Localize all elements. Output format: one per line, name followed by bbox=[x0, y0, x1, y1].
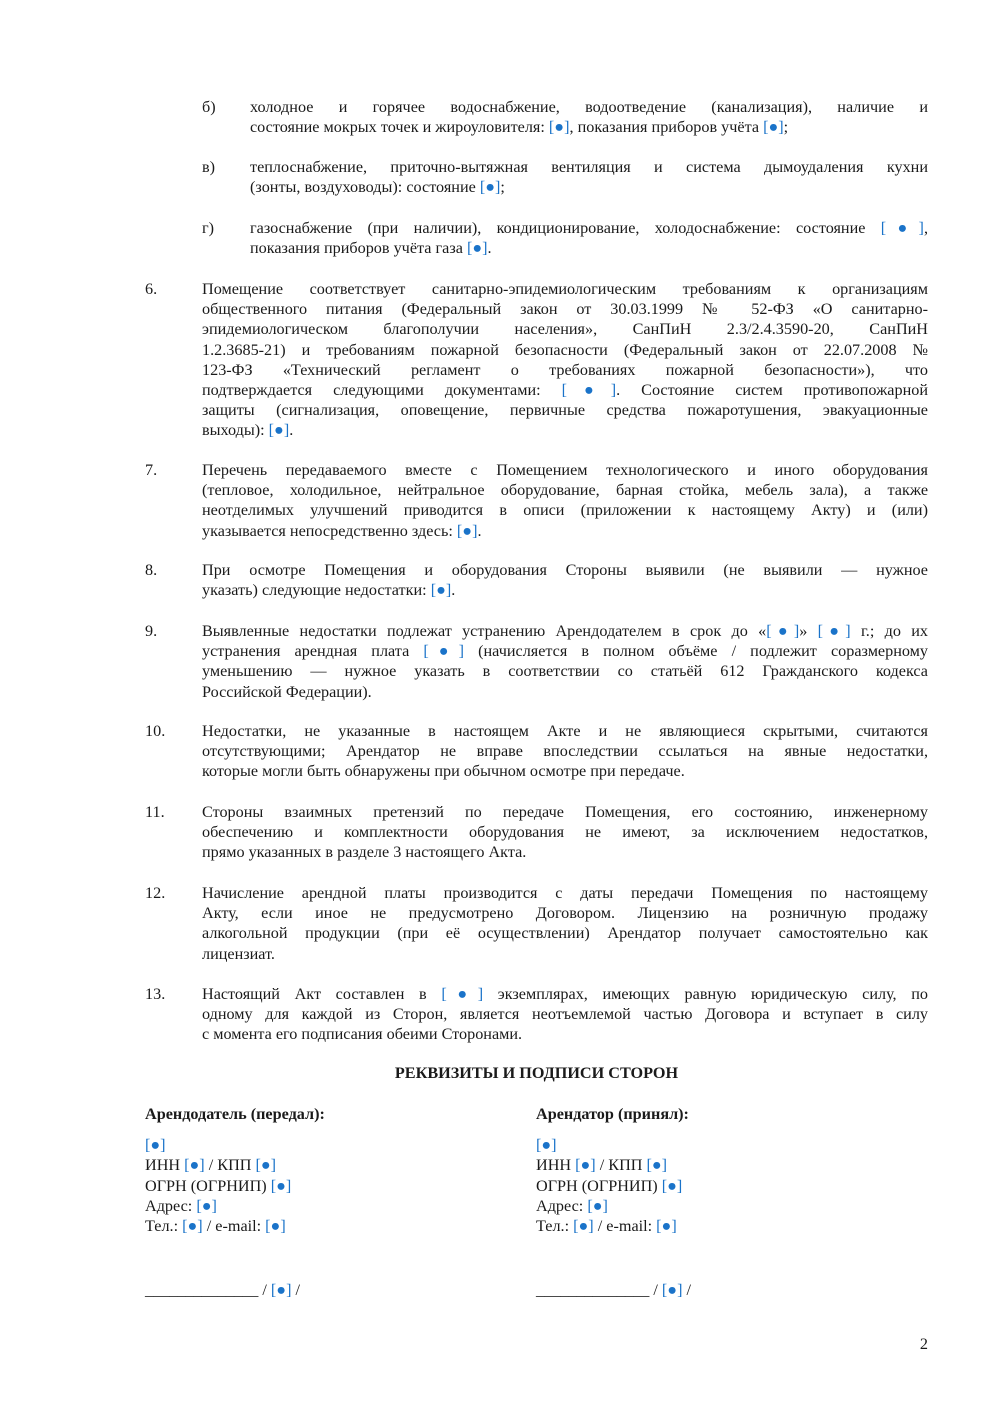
clause-text bbox=[202, 802, 928, 863]
text-run: алкогольной продукции (при её осуществлении) Арендатор получает самостоятельно как bbox=[202, 924, 928, 943]
text-run: эпидемиологическом благополучии населения», СанПиН 2.3/2.4.3590-20, СанПиН bbox=[202, 320, 928, 339]
clause-text bbox=[202, 883, 928, 964]
placeholder-marker: [●] bbox=[575, 1156, 596, 1175]
text-line bbox=[202, 923, 928, 943]
placeholder-marker: [●] bbox=[573, 1217, 594, 1236]
clause-text bbox=[202, 279, 928, 441]
text-line bbox=[202, 521, 928, 541]
text-run: прямо указанных в разделе 3 настоящего Акта. bbox=[202, 843, 527, 862]
text-run: устранения арендная плата bbox=[202, 642, 424, 661]
clause-text bbox=[202, 460, 928, 541]
text-line bbox=[202, 641, 928, 661]
text-line bbox=[202, 761, 928, 781]
text-line bbox=[202, 400, 928, 420]
text-line bbox=[202, 340, 928, 360]
placeholder-marker: [●] bbox=[479, 178, 501, 197]
subitem-number: б) bbox=[202, 98, 216, 116]
text-run: (зонты, воздуховоды): состояние bbox=[250, 178, 480, 197]
text-line bbox=[202, 802, 928, 822]
text-line bbox=[202, 822, 928, 842]
text-run: указывается непосредственно здесь: bbox=[202, 521, 457, 540]
clause-number: 6. bbox=[145, 280, 158, 298]
clause-text bbox=[202, 721, 928, 782]
subitem-text bbox=[250, 97, 928, 137]
text-run: / КПП bbox=[204, 1156, 256, 1175]
text-run: . bbox=[289, 421, 294, 440]
text-run: теплоснабжение, приточно-вытяжная вентиляция и система дымоудаления кухни bbox=[250, 158, 928, 176]
text-run: / bbox=[682, 1281, 692, 1299]
text-line bbox=[202, 721, 928, 741]
text-run: ______________ / bbox=[536, 1281, 662, 1299]
text-line bbox=[202, 420, 928, 440]
placeholder-marker: [●] bbox=[466, 239, 488, 258]
party-detail-line bbox=[536, 1135, 906, 1155]
text-run: неотделимых улучшений приводится в описи (приложении к настоящему Акту) и (или) bbox=[202, 501, 928, 520]
placeholder-marker: [●] bbox=[763, 118, 784, 137]
text-run: » bbox=[799, 622, 818, 640]
placeholder-marker: [●] bbox=[441, 985, 484, 1003]
text-run: подтверждается следующими документами: bbox=[202, 381, 562, 400]
clause-text bbox=[202, 984, 928, 1045]
text-run: ОГРН (ОГРНИП) bbox=[536, 1176, 662, 1195]
party-detail-line bbox=[536, 1196, 906, 1216]
text-run: газоснабжение (при наличии), кондиционирование, холодоснабжение: состояние bbox=[250, 219, 881, 237]
text-run: ОГРН (ОГРНИП) bbox=[145, 1176, 271, 1195]
text-line bbox=[202, 944, 928, 964]
placeholder-marker: [●] bbox=[661, 1281, 683, 1299]
text-run: / e-mail: bbox=[593, 1217, 657, 1236]
placeholder-marker: [●] bbox=[145, 1136, 166, 1155]
clause-number: 8. bbox=[145, 561, 158, 579]
placeholder-marker: [●] bbox=[880, 219, 924, 237]
party-detail-line bbox=[145, 1196, 515, 1216]
placeholder-marker: [●] bbox=[182, 1217, 203, 1236]
text-line bbox=[202, 360, 928, 380]
placeholder-marker: [●] bbox=[656, 1217, 677, 1236]
clause-number: 7. bbox=[145, 461, 158, 479]
text-line bbox=[250, 177, 928, 197]
text-run: обеспечению и комплектности оборудования не имеют, за исключением недостатков, bbox=[202, 823, 928, 842]
text-run: Перечень передаваемого вместе с Помещением технологического и иного оборудования bbox=[202, 461, 928, 479]
placeholder-marker: [●] bbox=[255, 1156, 277, 1175]
placeholder-marker: [●] bbox=[270, 1176, 292, 1195]
text-line bbox=[202, 1004, 928, 1024]
landlord-details bbox=[145, 1104, 515, 1236]
tenant-details bbox=[536, 1104, 906, 1236]
placeholder-marker: [●] bbox=[661, 1176, 683, 1195]
party-detail-line bbox=[536, 1155, 906, 1175]
placeholder-marker: [●] bbox=[561, 381, 617, 400]
text-run: с момента его подписания обеими Сторонами. bbox=[202, 1025, 523, 1044]
subitem-number: г) bbox=[202, 219, 215, 237]
clause-number: 10. bbox=[145, 722, 166, 740]
text-run: ; bbox=[783, 118, 789, 137]
text-run: . bbox=[477, 521, 482, 540]
text-line bbox=[250, 97, 928, 117]
text-run: При осмотре Помещения и оборудования Стороны выявили (не выявили — нужное bbox=[202, 561, 928, 579]
text-run: холодное и горячее водоснабжение, водоотведение (канализация), наличие и bbox=[250, 98, 928, 116]
text-run: указать) следующие недостатки: bbox=[202, 581, 431, 600]
text-run: , показания приборов учёта bbox=[569, 118, 764, 137]
text-run: 123-ФЗ «Технический регламент о требованиях пожарной безопасности»), что bbox=[202, 360, 928, 379]
placeholder-marker: [●] bbox=[766, 622, 800, 640]
text-run: Стороны взаимных претензий по передаче Помещения, его состоянию, инженерному bbox=[202, 803, 928, 821]
party-detail-line bbox=[145, 1176, 515, 1196]
text-run: лицензиат. bbox=[202, 944, 275, 963]
placeholder-marker: [●] bbox=[536, 1136, 557, 1155]
text-line bbox=[202, 903, 928, 923]
text-run: общественного питания (Федеральный закон от 30.03.1999 № 52-ФЗ «О санитарно- bbox=[202, 300, 928, 319]
clause-text bbox=[202, 560, 928, 600]
text-line bbox=[250, 117, 928, 137]
placeholder-marker: [●] bbox=[456, 521, 478, 540]
text-run: Настоящий Акт составлен в bbox=[202, 985, 442, 1003]
text-run: / e-mail: bbox=[202, 1217, 266, 1236]
text-line bbox=[202, 580, 928, 600]
clause-number: 13. bbox=[145, 985, 166, 1003]
text-run: Адрес: bbox=[536, 1196, 588, 1215]
page-number: 2 bbox=[919, 1335, 928, 1353]
tenant-signature-line bbox=[536, 1280, 691, 1300]
text-run: . bbox=[487, 239, 492, 258]
text-run: / КПП bbox=[595, 1156, 647, 1175]
placeholder-marker: [●] bbox=[265, 1217, 286, 1236]
text-run: Выявленные недостатки подлежат устранению Арендодателем в срок до « bbox=[202, 622, 767, 640]
placeholder-marker: [●] bbox=[548, 118, 570, 137]
text-run: ______________ / bbox=[145, 1281, 271, 1299]
text-run: ИНН bbox=[145, 1156, 185, 1175]
placeholder-marker: [●] bbox=[268, 421, 290, 440]
text-run: Недостатки, не указанные в настоящем Акте и не являющиеся скрытыми, считаются bbox=[202, 722, 928, 740]
text-run: , bbox=[923, 219, 928, 237]
subitem-number: в) bbox=[202, 158, 216, 176]
text-run: Российской Федерации). bbox=[202, 682, 372, 701]
text-run: экземплярах, имеющих равную юридическую силу, по bbox=[483, 985, 929, 1003]
text-line bbox=[202, 984, 928, 1004]
clause-text bbox=[202, 621, 928, 702]
subitem-text bbox=[250, 218, 928, 258]
party-detail-line bbox=[145, 1155, 515, 1175]
text-line bbox=[202, 480, 928, 500]
text-line bbox=[202, 741, 928, 761]
party-detail-line bbox=[145, 1216, 515, 1236]
text-run: Адрес: bbox=[145, 1196, 197, 1215]
placeholder-marker: [●] bbox=[184, 1156, 205, 1175]
placeholder-marker: [●] bbox=[423, 642, 465, 661]
text-run: / bbox=[291, 1281, 301, 1299]
placeholder-marker: [●] bbox=[270, 1281, 292, 1299]
text-line bbox=[202, 319, 928, 339]
text-run: Тел.: bbox=[536, 1217, 574, 1236]
text-run: ИНН bbox=[536, 1156, 576, 1175]
subitem-text bbox=[250, 157, 928, 197]
text-line bbox=[202, 682, 928, 702]
text-run: . Состояние систем противопожарной bbox=[616, 381, 928, 400]
placeholder-marker: [●] bbox=[196, 1196, 217, 1215]
party-title: Арендодатель (передал): bbox=[145, 1105, 325, 1123]
text-run: выходы): bbox=[202, 421, 269, 440]
text-run: защиты (сигнализация, оповещение, первичные средства пожаротушения, эвакуационные bbox=[202, 401, 928, 420]
text-run: . bbox=[451, 581, 456, 600]
text-run: (начисляется в полном объёме / подлежит соразмерному bbox=[464, 642, 928, 661]
text-line bbox=[202, 883, 928, 903]
party-title: Арендатор (принял): bbox=[536, 1105, 689, 1123]
text-run: Акту, если иное не предусмотрено Договором. Лицензию на розничную продажу bbox=[202, 904, 928, 923]
placeholder-marker: [●] bbox=[587, 1196, 608, 1215]
text-run: (тепловое, холодильное, нейтральное оборудование, барная стойка, мебель зала), а также bbox=[202, 481, 928, 500]
text-run: г.; до их bbox=[850, 622, 928, 640]
text-run: показания приборов учёта газа bbox=[250, 239, 467, 258]
text-run: отсутствующими; Арендатор не вправе впоследствии ссылаться на явные недостатки, bbox=[202, 742, 928, 761]
text-run: состояние мокрых точек и жироуловителя: bbox=[250, 118, 549, 137]
text-line bbox=[250, 218, 928, 238]
text-line bbox=[202, 460, 928, 480]
text-run: Помещение соответствует санитарно-эпидемиологическим требованиям к организациям bbox=[202, 280, 928, 298]
text-line bbox=[202, 1024, 928, 1044]
text-run: Начисление арендной платы производится с даты передачи Помещения по настоящему bbox=[202, 884, 928, 902]
text-line bbox=[202, 380, 928, 400]
clause-number: 12. bbox=[145, 884, 166, 902]
placeholder-marker: [●] bbox=[817, 622, 851, 640]
text-line bbox=[250, 157, 928, 177]
text-line bbox=[202, 279, 928, 299]
text-line bbox=[250, 238, 928, 258]
party-detail-line bbox=[145, 1135, 515, 1155]
text-line bbox=[202, 560, 928, 580]
text-run: ; bbox=[500, 178, 505, 197]
text-line bbox=[202, 661, 928, 681]
text-run: одному для каждой из Сторон, является неотъемлемой частью Договора и вступает в силу bbox=[202, 1005, 928, 1024]
clause-number: 11. bbox=[145, 803, 165, 821]
signatures-heading: РЕКВИЗИТЫ И ПОДПИСИ СТОРОН bbox=[394, 1064, 679, 1082]
placeholder-marker: [●] bbox=[430, 581, 452, 600]
text-run: Тел.: bbox=[145, 1217, 183, 1236]
party-detail-line bbox=[536, 1176, 906, 1196]
text-run: которые могли быть обнаружены при обычном осмотре при передаче. bbox=[202, 762, 685, 781]
text-run: 1.2.3685-21) и требованиям пожарной безопасности (Федеральный закон от 22.07.2008 № bbox=[202, 340, 928, 359]
text-line bbox=[202, 500, 928, 520]
text-line bbox=[202, 621, 928, 641]
placeholder-marker: [●] bbox=[646, 1156, 668, 1175]
party-detail-line bbox=[536, 1216, 906, 1236]
text-line bbox=[202, 299, 928, 319]
text-run: уменьшению — нужное указать в соответствии со статьёй 612 Гражданского кодекса bbox=[202, 662, 928, 681]
clause-number: 9. bbox=[145, 622, 158, 640]
text-line bbox=[202, 842, 928, 862]
landlord-signature-line bbox=[145, 1280, 300, 1300]
